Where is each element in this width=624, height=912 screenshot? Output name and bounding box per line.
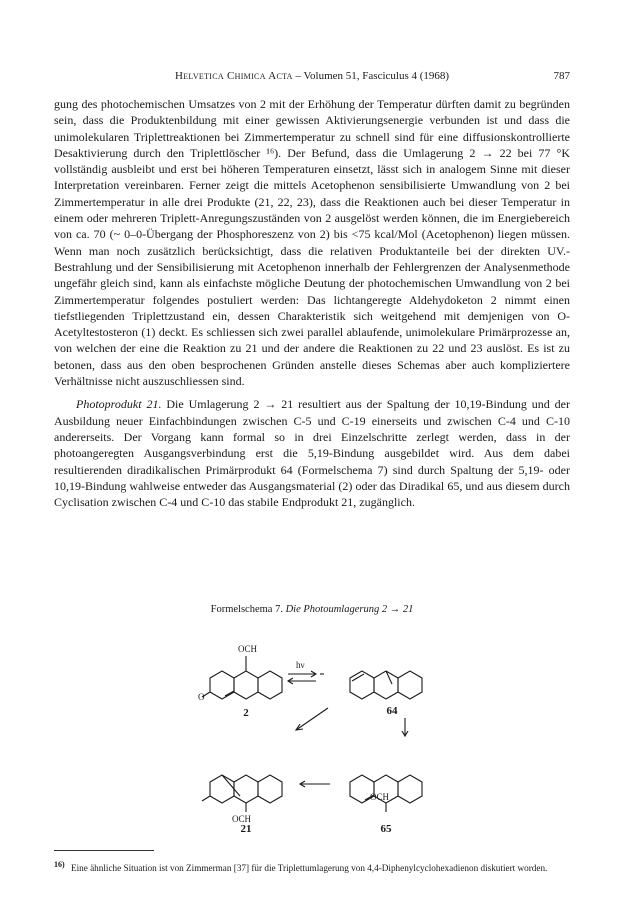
compound-label-21: 21 bbox=[240, 823, 252, 834]
compound-label-65: 65 bbox=[380, 823, 392, 834]
body-text bbox=[54, 96, 570, 510]
volume-info: – Volumen 51, Fasciculus 4 (1968) bbox=[292, 70, 450, 82]
running-header bbox=[54, 70, 570, 86]
structure-2-label-och: OCH bbox=[238, 644, 258, 654]
footnote-mark: 16) bbox=[54, 860, 65, 869]
paragraph-2 bbox=[54, 396, 570, 510]
scheme-caption-label: Formelschema 7. bbox=[210, 604, 283, 615]
journal-name: Helvetica Chimica Acta bbox=[174, 70, 293, 82]
compound-label-2: 2 bbox=[243, 707, 249, 719]
compound-label-64: 64 bbox=[386, 705, 398, 717]
structure-2 bbox=[202, 656, 282, 699]
reaction-scheme bbox=[170, 624, 470, 834]
structure-2-label-o: O bbox=[198, 692, 205, 702]
footnote-rule bbox=[54, 850, 154, 851]
scheme-caption bbox=[54, 604, 570, 615]
hv-label: hν bbox=[296, 660, 305, 670]
structure-21 bbox=[202, 775, 282, 812]
equilibrium-arrows bbox=[288, 671, 324, 684]
page-number: 787 bbox=[553, 70, 570, 82]
paragraph-2-lead: Photoprodukt 21. bbox=[76, 397, 162, 412]
footnote-text: Eine ähnliche Situation ist von Zimmerman [37] für die Triplettumlagerung von 4,4-Diphenylcyclohexadienon diskutiert worden. bbox=[70, 863, 548, 874]
structure-64 bbox=[350, 671, 422, 699]
paragraph-2-text: Die Umlagerung 2 → 21 resultiert aus der Spaltung der 10,19-Bindung und der Ausbildung neuer Einfachbindungen zwischen C-5 und C-19 einerseits und zwischen C-4 und C-10 andererseits. Der Vorgang kann formal so in drei Einzelschritte zerlegt werden, dass in der photoangeregten Ausgangsverbindung erst die 5,19-Bindung ausgebildet wird. Aus dem dabei resultierenden diradikalischen Primärprodukt 64 (Formelschema 7) sind durch Spaltung der 5,19- oder 10,19-Bindung wahlweise entweder das Ausgangsmaterial (2) oder das Diradikal 65, und aus diesem durch Cyclisation zwischen C-4 und C-10 das stabile Endprodukt 21, zugänglich. bbox=[54, 397, 570, 510]
arrow-64-2 bbox=[296, 708, 328, 730]
structure-65-label-och: OCH bbox=[370, 792, 390, 802]
footnote bbox=[54, 858, 570, 875]
structure-21-label-och: OCH bbox=[232, 814, 252, 824]
scheme-caption-title: Die Photoumlagerung 2 → 21 bbox=[285, 604, 414, 615]
paragraph-1: gung des photochemischen Umsatzes von 2 mit der Erhöhung der Temperatur dürften damit zu begründen sein, dass die Produktenbildung mit einer gewissen Aktivierungsenergie verbunden ist und dass die unimolekularen Triplettreaktionen bei Zimmertemperatur zu schnell sind für eine diffusionskontrollierte Desaktivierung durch den Triplettlöscher ¹⁶). Der Befund, dass die Umlagerung 2 → 22 bei 77 °K vollständig ausbleibt und erst bei höheren Temperaturen einsetzt, lässt sich in analogem Sinne mit dieser Interpretation vereinbaren. Ferner zeigt die mittels Acetophenon sensibilisierte Umwandlung von 2 bei Zimmertemperatur in alle drei Produkte (21, 22, 23), dass die Reaktionen auch bei dieser Temperatur in einem oder mehreren Triplett-Anregungszuständen von 2 ausgelöst werden können, die im Energiebereich von ca. 70 (~ 0–0-Übergang der Phosphoreszenz von 2) bis <75 kcal/Mol (Acetophenon) liegen müssen. Wenn man noch zusätzlich berücksichtigt, dass die relativen Produktanteile bei der direkten UV.-Bestrahlung und der Sensibilisierung mit Acetophenon innerhalb der Fehlergrenzen der Analysenmethode ungefähr gleich sind, kann als einfachste mögliche Deutung der photochemischen Umwandlung von 2 bei Zimmertemperatur folgendes postuliert werden: Das lichtangeregte Aldehydoketon 2 nimmt einen tiefstliegenden Triplettzustand ein, dessen Charakteristik sich weitgehend mit demjenigen von O-Acetyltestosteron (1) deckt. Es schliessen sich zwei parallel ablaufende, unimolekulare Primärprozesse an, von welchen der eine die Reaktion zu 21 und der andere die Reaktionen zu 22 und 23 auslöst. Es ist zu betonen, dass aus den oben besprochenen Gründen anstelle dieses Schemas aber auch kompliziertere Verhältnisse nicht auszuschliessen sind. bbox=[54, 97, 570, 389]
running-title bbox=[54, 70, 570, 82]
